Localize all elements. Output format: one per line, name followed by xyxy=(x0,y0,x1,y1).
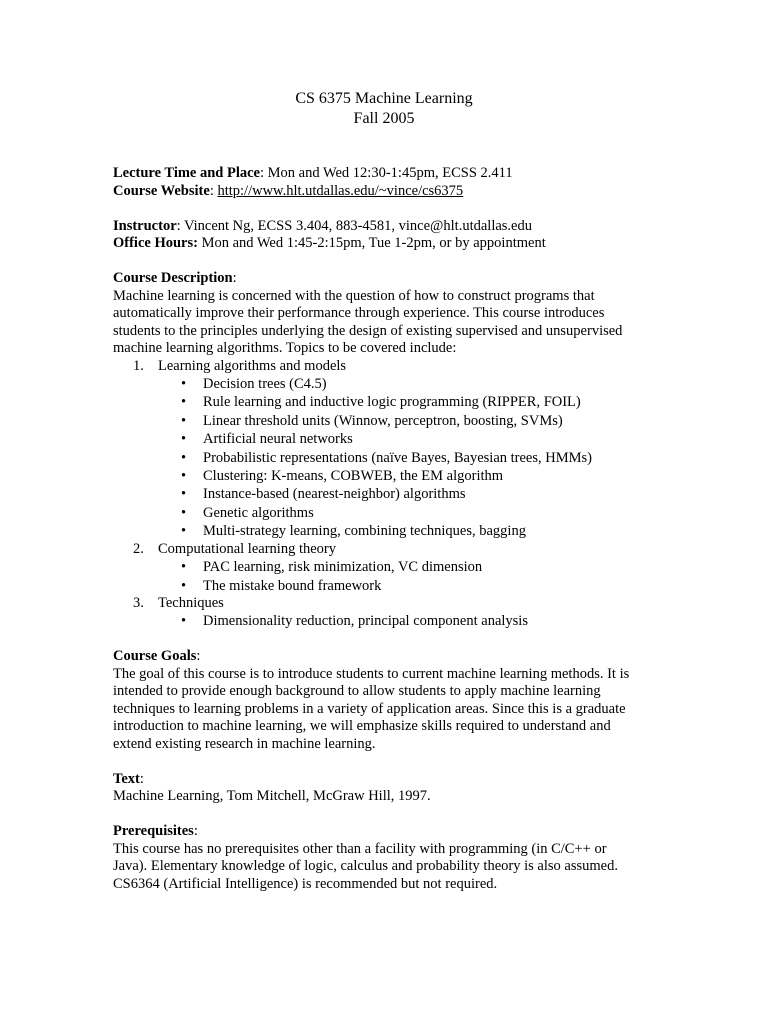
subtopic-item xyxy=(181,467,728,485)
text-heading-colon: : xyxy=(139,770,144,787)
topic-item xyxy=(133,595,728,631)
description-line: students to the principles underlying the design of existing supervised and unsupervised xyxy=(113,322,623,339)
subtopic-text: Instance-based (nearest-neighbor) algorithms xyxy=(203,486,466,503)
description-heading-text: Course Description xyxy=(113,270,233,286)
topics-list xyxy=(113,358,728,631)
topic-title: Techniques xyxy=(158,594,224,611)
bullet-icon: • xyxy=(181,559,187,576)
subtopic-item xyxy=(181,577,728,595)
description-heading-colon: : xyxy=(232,270,237,286)
prerequisites-line: CS6364 (Artificial Intelligence) is recommended but not required. xyxy=(113,875,498,892)
subtopic-list xyxy=(158,558,728,595)
goals-line: techniques to learning problems in a variety of application areas. Since this is a graduate xyxy=(113,700,626,717)
subtopic-item xyxy=(181,612,728,630)
bullet-icon: • xyxy=(181,412,187,429)
prerequisites-heading xyxy=(113,823,728,841)
goals-heading-colon: : xyxy=(196,648,201,665)
instructor-line xyxy=(113,218,728,236)
prerequisites-heading-text: Prerequisites xyxy=(113,823,194,840)
description-line: automatically improve their performance through experience. This course introduces xyxy=(113,305,605,321)
instructor-label: Instructor xyxy=(113,217,177,234)
lecture-value: : Mon and Wed 12:30-1:45pm, ECSS 2.411 xyxy=(260,165,513,181)
prerequisites-line: This course has no prerequisites other than a facility with programming (in C/C++ or xyxy=(113,840,607,857)
subtopic-item xyxy=(181,430,728,448)
goals-heading xyxy=(113,648,728,666)
description-heading xyxy=(113,270,728,288)
description-line: machine learning algorithms. Topics to be covered include: xyxy=(113,340,457,356)
subtopic-text: Multi-strategy learning, combining techniques, bagging xyxy=(203,523,526,540)
course-website-link[interactable]: http://www.hlt.utdallas.edu/~vince/cs6375 xyxy=(217,182,464,199)
bullet-icon: • xyxy=(181,504,187,521)
topic-number: 1. xyxy=(133,357,144,374)
office-hours-value: Mon and Wed 1:45-2:15pm, Tue 1-2pm, or by appointment xyxy=(197,235,546,251)
text-heading xyxy=(113,771,728,789)
bullet-icon: • xyxy=(181,468,187,485)
subtopic-item xyxy=(181,449,728,467)
subtopic-text: PAC learning, risk minimization, VC dimension xyxy=(203,559,483,576)
subtopic-item xyxy=(181,504,728,522)
subtopic-item xyxy=(181,393,728,411)
description-section xyxy=(113,270,728,631)
topic-item xyxy=(133,541,728,595)
topic-number: 3. xyxy=(133,594,144,611)
topic-title: Learning algorithms and models xyxy=(158,357,347,374)
text-section xyxy=(113,771,728,806)
topic-item xyxy=(133,358,728,541)
prerequisites-heading-colon: : xyxy=(193,823,198,840)
subtopic-text: The mistake bound framework xyxy=(203,577,382,594)
subtopic-text: Artificial neural networks xyxy=(203,431,353,448)
subtopic-text: Decision trees (C4.5) xyxy=(203,376,327,392)
subtopic-list xyxy=(158,375,728,541)
textbook-line: Machine Learning, Tom Mitchell, McGraw Hill, 1997. xyxy=(113,788,431,805)
subtopic-text: Clustering: K-means, COBWEB, the EM algorithm xyxy=(203,468,504,485)
lecture-label: Lecture Time and Place xyxy=(113,165,260,181)
goals-section xyxy=(113,648,728,753)
prerequisites-section xyxy=(113,823,728,893)
topic-number: 2. xyxy=(133,540,144,557)
bullet-icon: • xyxy=(181,523,187,540)
goals-heading-text: Course Goals xyxy=(113,648,197,665)
subtopic-text: Genetic algorithms xyxy=(203,504,314,521)
subtopic-text: Rule learning and inductive logic programming (RIPPER, FOIL) xyxy=(203,394,581,411)
instructor-value: : Vincent Ng, ECSS 3.404, 883-4581, vince@hlt.utdallas.edu xyxy=(176,217,532,234)
lecture-line xyxy=(113,165,728,183)
goals-line: The goal of this course is to introduce students to current machine learning methods. It is xyxy=(113,665,630,682)
bullet-icon: • xyxy=(181,376,187,392)
goals-line: intended to provide enough background to allow students to apply machine learning xyxy=(113,683,601,700)
bullet-icon: • xyxy=(181,431,187,448)
bullet-icon: • xyxy=(181,486,187,503)
website-sep: : xyxy=(209,182,218,199)
course-title: CS 6375 Machine Learning xyxy=(295,90,473,107)
bullet-icon: • xyxy=(181,613,187,630)
subtopic-item xyxy=(181,558,728,576)
office-hours-label: Office Hours: xyxy=(113,235,198,251)
goals-line: extend existing research in machine learning. xyxy=(113,735,376,752)
subtopic-text: Probabilistic representations (naïve Bayes, Bayesian trees, HMMs) xyxy=(203,449,592,466)
subtopic-text: Dimensionality reduction, principal component analysis xyxy=(203,613,528,630)
prerequisites-line: Java). Elementary knowledge of logic, calculus and probability theory is also assumed. xyxy=(113,858,618,875)
instructor-section xyxy=(113,218,728,253)
bullet-icon: • xyxy=(181,449,187,466)
goals-line: introduction to machine learning, we will emphasize skills required to understand and xyxy=(113,718,611,735)
office-hours-line xyxy=(113,235,728,253)
bullet-icon: • xyxy=(181,577,187,594)
subtopic-item xyxy=(181,522,728,540)
text-heading-text: Text xyxy=(113,770,140,787)
logistics-section xyxy=(113,165,728,200)
subtopic-list xyxy=(158,612,728,630)
website-label: Course Website xyxy=(113,182,210,199)
subtopic-item xyxy=(181,412,728,430)
title-block xyxy=(0,89,768,129)
topic-title: Computational learning theory xyxy=(158,540,336,557)
subtopic-item xyxy=(181,485,728,503)
subtopic-item xyxy=(181,375,728,393)
bullet-icon: • xyxy=(181,394,187,411)
description-line: Machine learning is concerned with the question of how to construct programs that xyxy=(113,287,595,304)
subtopic-text: Linear threshold units (Winnow, perceptron, boosting, SVMs) xyxy=(203,412,563,429)
course-term: Fall 2005 xyxy=(353,110,415,127)
website-line xyxy=(113,183,728,201)
